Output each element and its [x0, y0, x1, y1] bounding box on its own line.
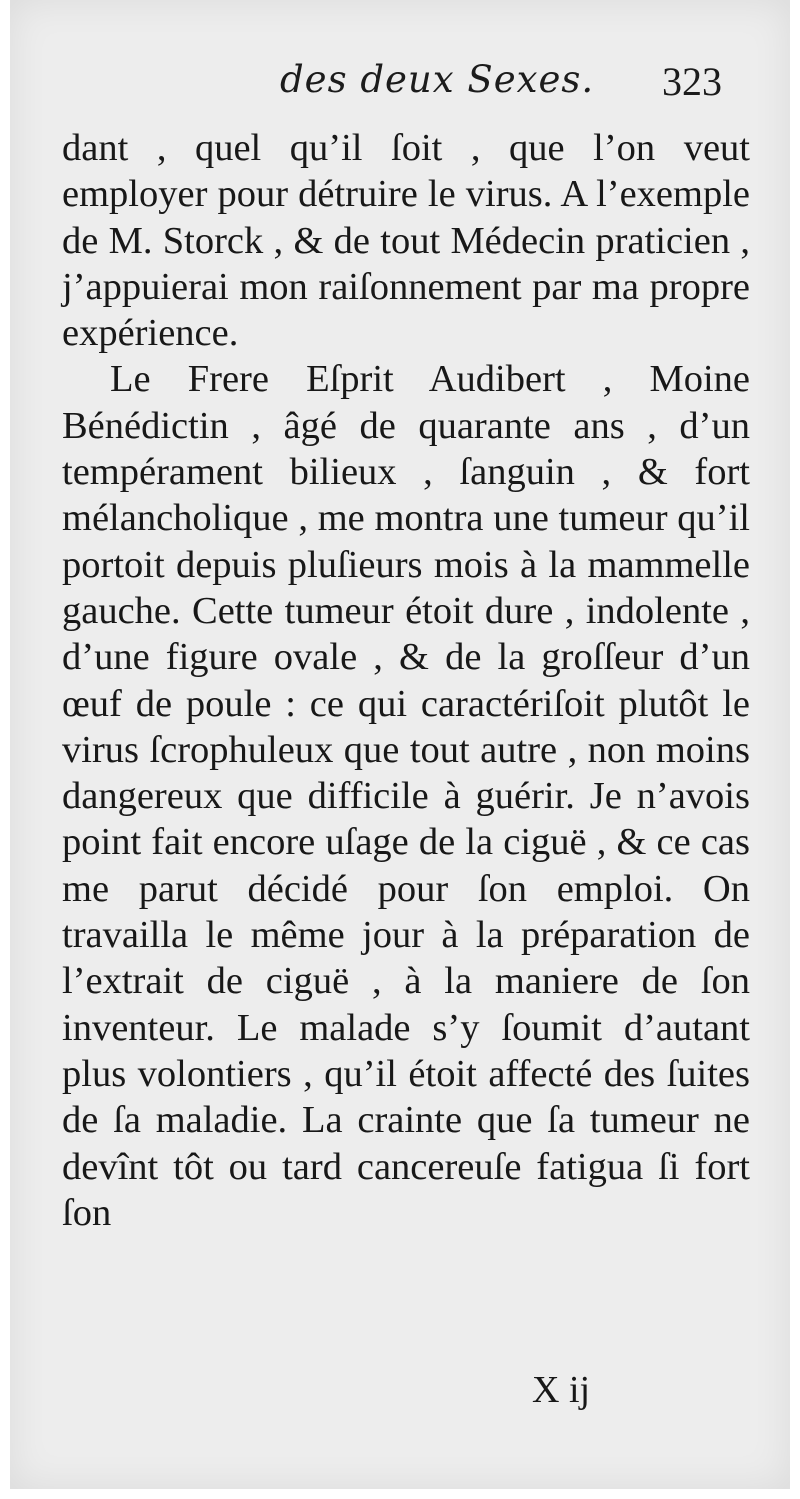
running-title: des deux Sexes.: [280, 58, 595, 101]
signature-mark: X ij: [532, 1369, 591, 1411]
body-text: [62, 125, 750, 1236]
paragraph-continuation: dant , quel qu’il ſoit , que l’on veut employer pour détruire le virus. A l’exemple de M. Storck , & de tout Médecin praticien , j’appuierai mon raiſonnement par ma propre expérience.: [62, 127, 750, 355]
paragraph-case-report: Le Frere Eſprit Audibert , Moine Bénédictin , âgé de quarante ans , d’un tempérament bilieux , ſanguin , & fort mélancholique , me montra une tumeur qu’il portoit depuis pluſieurs mois à la mammelle gauche. Cette tumeur étoit dure , indolente , d’une figure ovale , & de la groſſeur d’un œuf de poule : ce qui caractériſoit plutôt le virus ſcrophuleux que tout autre , non moins dangereux que difficile à guérir. Je n’avois point fait encore uſage de la ciguë , & ce cas me parut décidé pour ſon emploi. On travailla le même jour à la préparation de l’extrait de ciguë , à la maniere de ſon inventeur. Le malade s’y ſoumit d’autant plus volontiers , qu’il étoit affecté des ſuites de ſa maladie. La crainte que ſa tumeur ne devînt tôt ou tard cancereuſe fatigua ſi fort ſon: [62, 358, 750, 1234]
book-page: [10, 0, 790, 1489]
page-header: [10, 58, 790, 118]
page-number: 323: [662, 59, 722, 104]
